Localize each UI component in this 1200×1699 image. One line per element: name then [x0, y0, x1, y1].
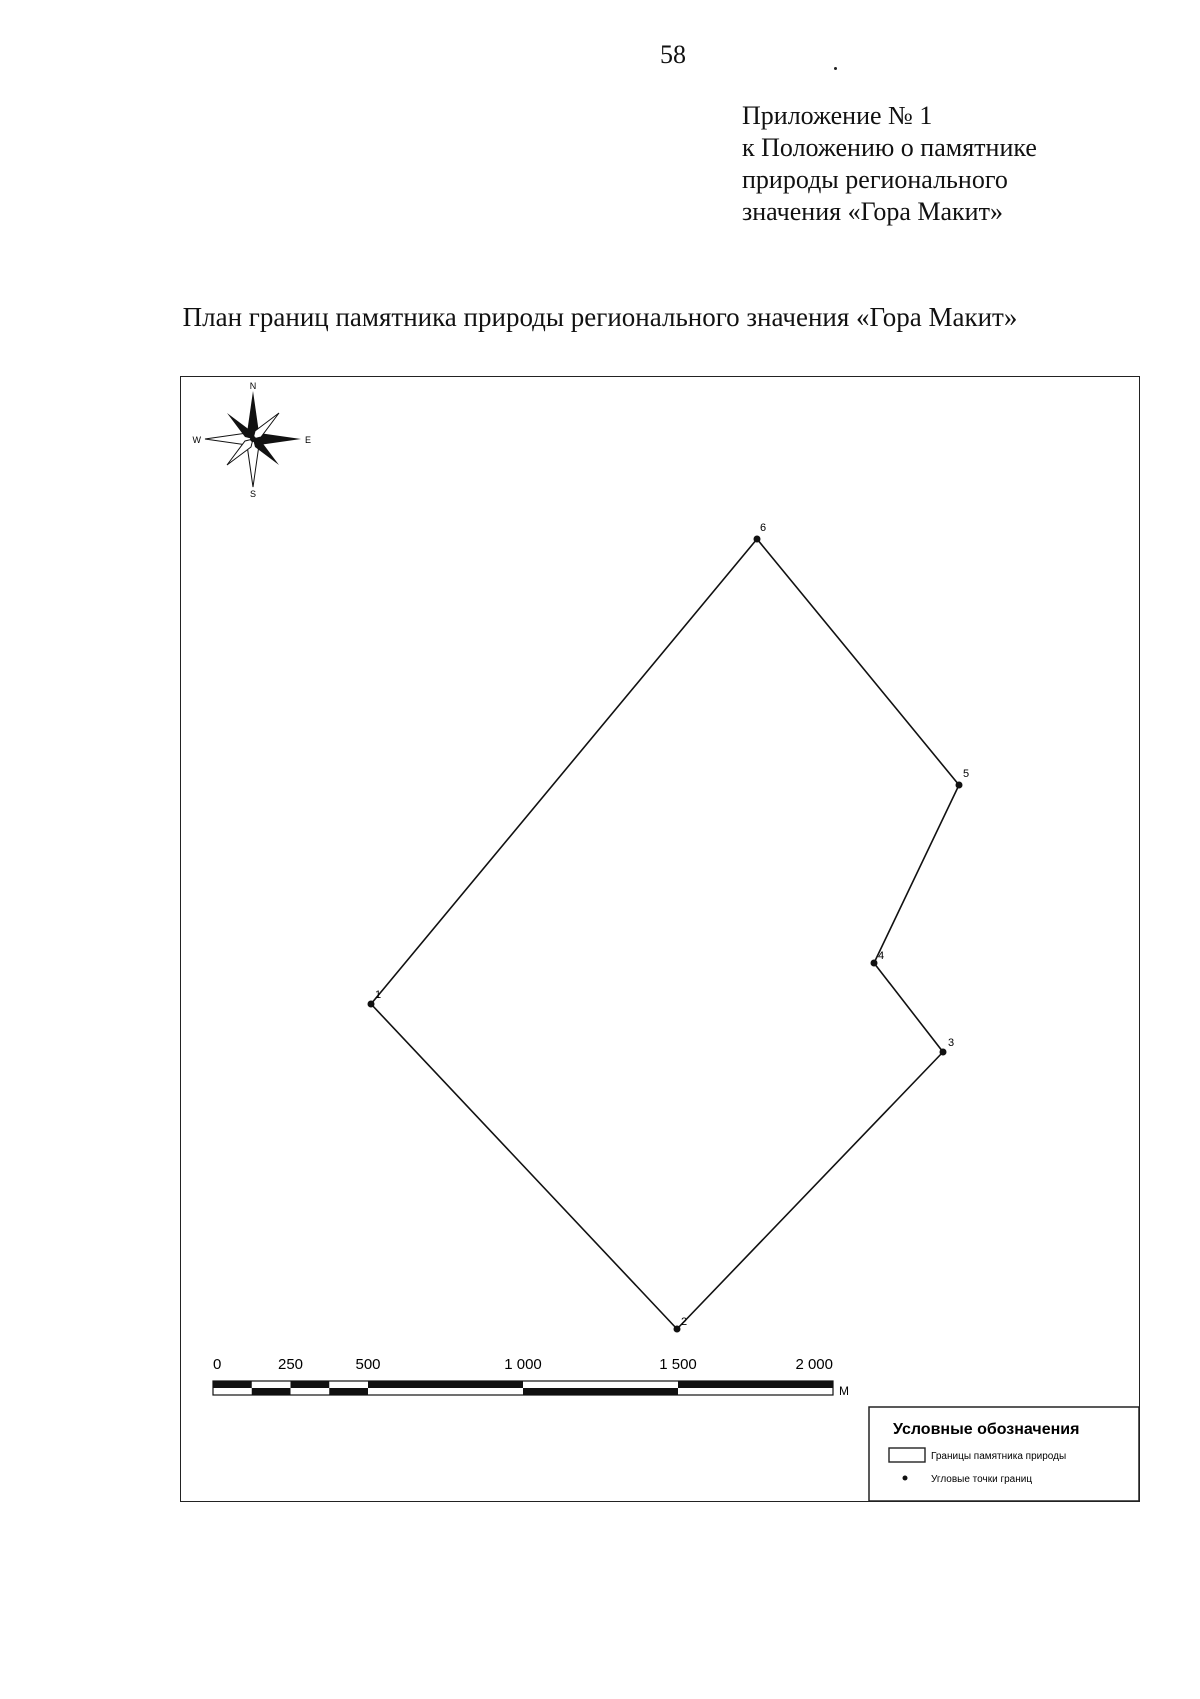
- compass-west-label: W: [192, 435, 201, 445]
- scale-bar: [213, 1356, 849, 1398]
- appendix-line: к Положению о памятнике: [742, 133, 1037, 162]
- map-frame: [180, 376, 1140, 1502]
- appendix-line: значения «Гора Макит»: [742, 197, 1003, 226]
- boundary-points: [368, 522, 970, 1333]
- scale-bar-tick-label: 2 000: [795, 1356, 833, 1373]
- scale-bar-tick-label: 500: [355, 1356, 381, 1373]
- boundary-point-label-6: 6: [760, 522, 767, 534]
- boundary-point-label-4: 4: [878, 950, 885, 962]
- legend-point-symbol: [903, 1476, 908, 1481]
- scale-bar-tick-label: 0: [213, 1356, 222, 1373]
- scale-bar-tick-label: 1 000: [504, 1356, 542, 1373]
- appendix-block: [742, 100, 1037, 228]
- scale-bar-segment: [523, 1388, 678, 1395]
- boundary-point-3: [940, 1049, 947, 1056]
- legend-title: Условные обозначения: [893, 1421, 1080, 1438]
- boundary-polygon: [371, 539, 959, 1329]
- legend-polygon-symbol: [889, 1448, 925, 1462]
- stray-mark: [834, 67, 837, 70]
- scale-bar-segment: [329, 1388, 368, 1395]
- boundary-point-5: [956, 782, 963, 789]
- boundary-point-6: [754, 536, 761, 543]
- scale-bar-segment: [368, 1381, 523, 1388]
- boundary-point-2: [674, 1326, 681, 1333]
- scale-bar-unit: М: [839, 1384, 849, 1398]
- scale-bar-tick-label: 1 500: [659, 1356, 697, 1373]
- scale-bar-segment: [291, 1381, 330, 1388]
- compass-east-label: E: [305, 435, 312, 445]
- boundary-point-label-5: 5: [963, 768, 970, 780]
- boundary-point-1: [368, 1001, 375, 1008]
- boundary-point-label-2: 2: [681, 1316, 688, 1328]
- scale-bar-segment: [213, 1381, 252, 1388]
- legend-item-boundary: Границы памятника природы: [931, 1451, 1067, 1462]
- boundary-point-label-1: 1: [375, 989, 382, 1001]
- compass-south-label: S: [249, 489, 257, 499]
- appendix-line: Приложение № 1: [742, 101, 933, 130]
- scale-bar-tick-label: 250: [277, 1356, 304, 1373]
- scale-bar-segment: [678, 1381, 833, 1388]
- legend-item-points: Угловые точки границ: [931, 1474, 1033, 1485]
- compass-north-label: N: [249, 381, 257, 391]
- appendix-line: природы регионального: [742, 165, 1008, 194]
- boundary-point-label-3: 3: [948, 1037, 955, 1049]
- plan-title: План границ памятника природы регионального значения «Гора Макит»: [182, 302, 1018, 332]
- boundary-point-4: [871, 960, 878, 967]
- scale-bar-segment: [252, 1388, 291, 1395]
- page-number: 58: [660, 40, 686, 69]
- map-canvas: [181, 377, 1141, 1503]
- compass-rose-icon: [193, 381, 312, 499]
- legend: [869, 1407, 1139, 1501]
